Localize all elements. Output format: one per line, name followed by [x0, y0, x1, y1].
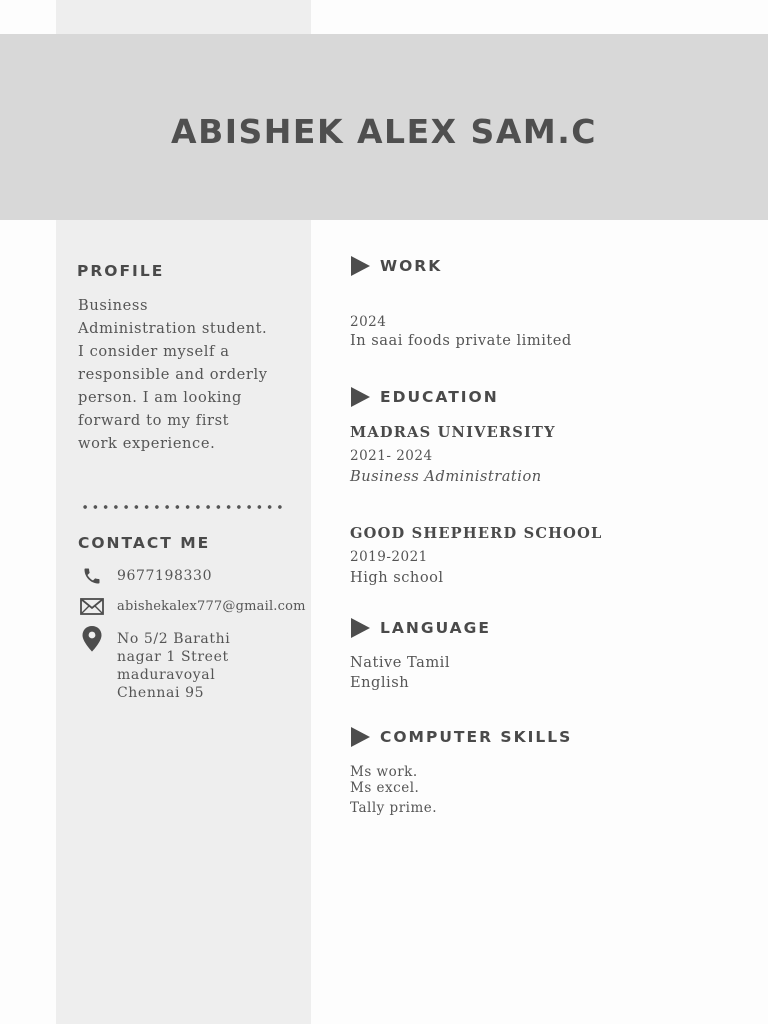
location-pin-icon: [82, 626, 102, 652]
phone-number: 9677198330: [117, 568, 213, 584]
education-program: Business Administration: [350, 468, 542, 485]
skills-heading: COMPUTER SKILLS: [380, 728, 573, 746]
mail-icon: [80, 598, 104, 615]
language-item: Native Tamil: [350, 654, 450, 671]
contact-heading: CONTACT ME: [78, 534, 211, 552]
education-arrow-icon: [351, 387, 370, 407]
education-heading: EDUCATION: [380, 388, 499, 406]
skills-arrow-icon: [351, 727, 370, 747]
skill-item: Ms work.: [350, 764, 418, 780]
education-school: GOOD SHEPHERD SCHOOL: [350, 525, 603, 542]
phone-icon: [82, 566, 102, 586]
language-heading: LANGUAGE: [380, 619, 491, 637]
work-place: In saai foods private limited: [350, 332, 572, 349]
work-heading: WORK: [380, 257, 443, 275]
language-item: English: [350, 674, 410, 691]
email-address: abishekalex777@gmail.com: [117, 599, 306, 614]
dotted-divider: [80, 503, 285, 511]
skill-item: Tally prime.: [350, 800, 438, 816]
education-school: MADRAS UNIVERSITY: [350, 424, 556, 441]
education-program: High school: [350, 569, 444, 586]
address: No 5/2 Barathi nagar 1 Street maduravoyal Chennai 95: [117, 631, 231, 701]
skill-item: Ms excel.: [350, 780, 420, 796]
profile-heading: PROFILE: [77, 262, 165, 280]
language-arrow-icon: [351, 618, 370, 638]
work-year: 2024: [350, 314, 387, 330]
resume-name: ABISHEK ALEX SAM.C: [171, 112, 597, 151]
profile-text: Business Administration student. I consider myself a responsible and orderly person. I am looking forward to my first work experience.: [78, 297, 268, 452]
education-years: 2021- 2024: [350, 448, 433, 464]
education-years: 2019-2021: [350, 549, 428, 565]
work-arrow-icon: [351, 256, 370, 276]
